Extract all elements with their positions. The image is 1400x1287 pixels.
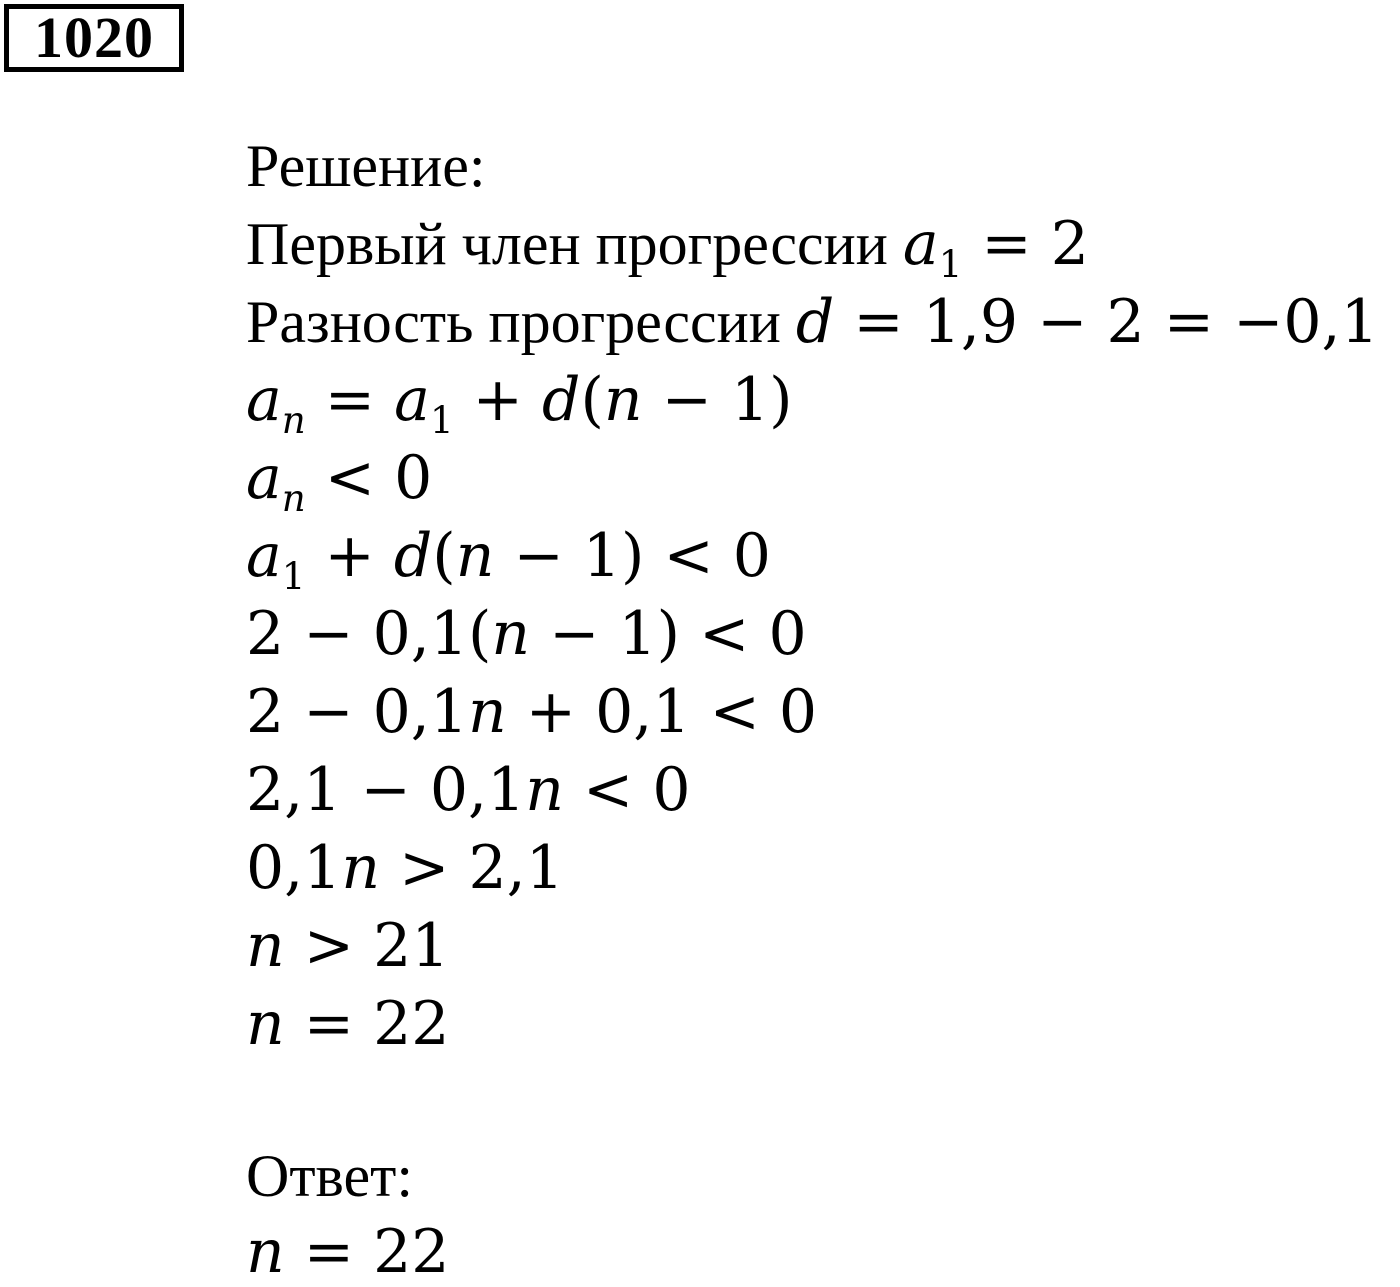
- difference-line: [246, 287, 1379, 357]
- first-term-formula: $a_1 = 2$: [902, 209, 1089, 287]
- result-line: n = 22: [246, 989, 450, 1059]
- inequality-step-3: 2 − 0,1n + 0,1 < 0: [246, 677, 818, 747]
- inequality-step-4: 2,1 − 0,1n < 0: [246, 755, 691, 825]
- difference-formula: d = 1,9 − 2 = −0,1: [795, 287, 1379, 357]
- first-term-text: Первый член прогрессии: [246, 211, 903, 277]
- solution-heading: Решение:: [246, 133, 486, 199]
- inequality-step-5: 0,1n > 2,1: [246, 833, 564, 903]
- difference-text: Разность прогрессии: [246, 289, 796, 355]
- negative-term-condition: $a_n < 0$: [246, 443, 433, 521]
- answer-heading: Ответ:: [246, 1143, 414, 1209]
- problem-number: 1020: [4, 4, 184, 72]
- answer-value: n = 22: [246, 1217, 450, 1287]
- nth-term-formula: $a_n = a_1 + d(n - 1)$: [246, 365, 793, 443]
- inequality-step-2: 2 − 0,1(n − 1) < 0: [246, 599, 807, 669]
- inequality-step-1: $a_1 + d(n - 1) < 0$: [246, 521, 771, 599]
- inequality-step-6: n > 21: [246, 911, 450, 981]
- first-term-line: [246, 209, 1089, 287]
